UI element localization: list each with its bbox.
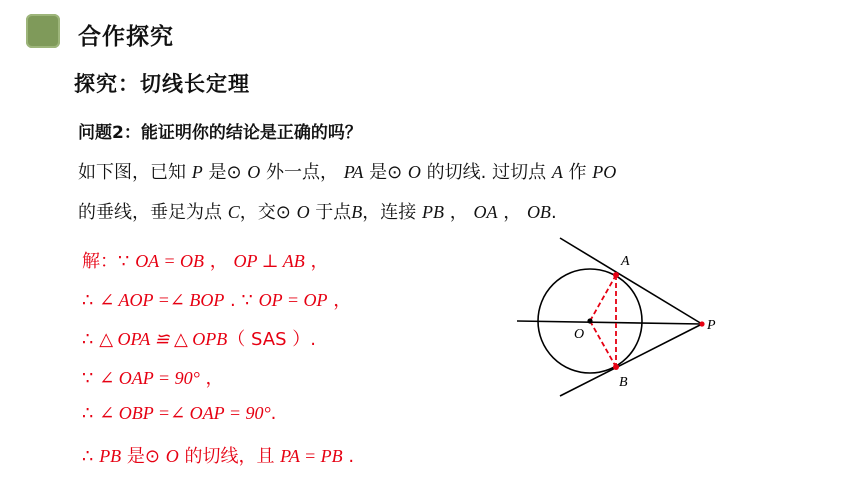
point-b xyxy=(613,364,619,370)
label-o: O xyxy=(574,327,585,342)
point-p xyxy=(699,321,704,326)
label-a: A xyxy=(621,254,630,269)
problem-line-1: 如下图，已知 P 是⊙ O 外一点， PA 是⊙ O 的切线. 过切点 A 作 PO xyxy=(78,162,617,183)
solution-step-1: 解：∵ OA = OB ， OP ⊥ AB ， xyxy=(82,251,329,272)
point-a xyxy=(613,272,619,278)
section-title: 合作探究 xyxy=(78,24,174,50)
explore-subtitle: 探究：切线长定理 xyxy=(74,72,250,96)
line-op xyxy=(517,321,702,324)
solution-step-6: ∴ PB 是⊙ O 的切线，且 PA = PB . xyxy=(82,446,355,467)
solution-step-2: ∴ ∠ AOP =∠ BOP . ∵ OP = OP ， xyxy=(82,290,352,311)
section-marker-square xyxy=(26,14,60,48)
tangent-length-diagram xyxy=(505,232,735,402)
question-heading: 问题2：能证明你的结论是正确的吗？ xyxy=(78,123,362,143)
label-b: B xyxy=(619,375,628,390)
tangent-line-pa xyxy=(560,238,702,324)
label-p: P xyxy=(707,318,716,333)
point-o xyxy=(587,318,592,323)
segment-oa xyxy=(590,275,616,321)
solution-step-4: ∵ ∠ OAP = 90° ， xyxy=(82,368,224,389)
problem-line-2: 的垂线，垂足为点 C，交⊙ O 于点B，连接 PB ， OA ， OB. xyxy=(78,202,557,223)
segment-ob xyxy=(590,321,616,367)
solution-step-5: ∴ ∠ OBP =∠ OAP = 90°. xyxy=(82,403,277,424)
solution-step-3: ∴ △ OPA ≌ △ OPB（ SAS ）. xyxy=(82,329,316,350)
